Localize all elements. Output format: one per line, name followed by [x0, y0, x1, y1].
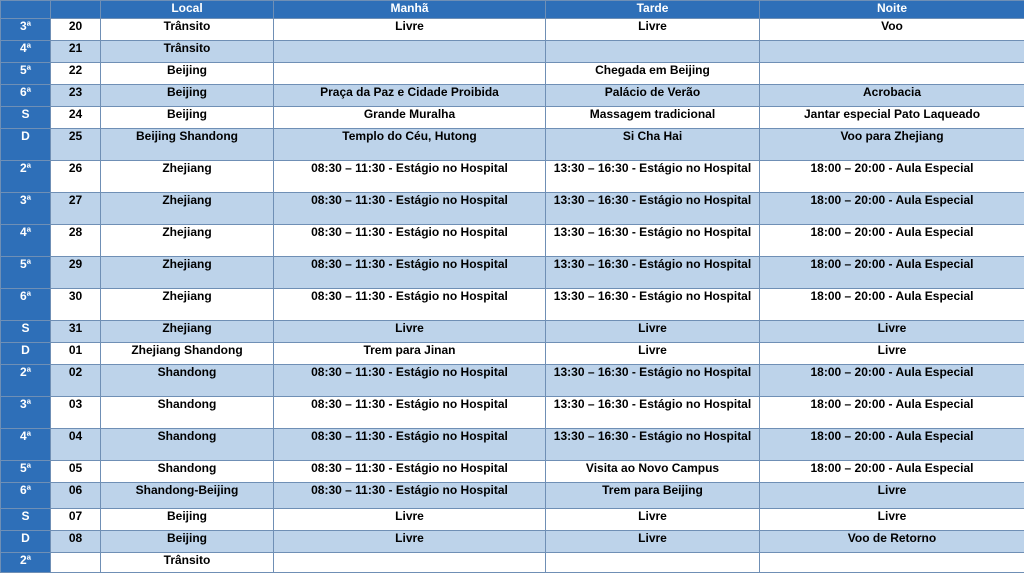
table-row	[1, 509, 1024, 531]
cell-day: 27	[51, 193, 101, 225]
cell-tarde: Si Cha Hai	[546, 129, 760, 161]
cell-tarde: Livre	[546, 343, 760, 365]
cell-weekday: 3ª	[1, 193, 51, 225]
cell-noite: 18:00 – 20:00 - Aula Especial	[760, 461, 1024, 483]
cell-day: 05	[51, 461, 101, 483]
cell-noite: 18:00 – 20:00 - Aula Especial	[760, 161, 1024, 193]
cell-local: Zhejiang	[101, 257, 274, 289]
cell-noite: Livre	[760, 343, 1024, 365]
cell-noite	[760, 41, 1024, 63]
cell-tarde: Livre	[546, 531, 760, 553]
header-noite: Noite	[760, 1, 1024, 19]
cell-local: Zhejiang	[101, 193, 274, 225]
cell-local: Zhejiang Shandong	[101, 343, 274, 365]
cell-manha: Grande Muralha	[274, 107, 546, 129]
header-tarde: Tarde	[546, 1, 760, 19]
cell-tarde: Visita ao Novo Campus	[546, 461, 760, 483]
header-day	[51, 1, 101, 19]
cell-noite: 18:00 – 20:00 - Aula Especial	[760, 429, 1024, 461]
cell-manha: 08:30 – 11:30 - Estágio no Hospital	[274, 225, 546, 257]
cell-local: Beijing	[101, 107, 274, 129]
cell-tarde: 13:30 – 16:30 - Estágio no Hospital	[546, 193, 760, 225]
cell-local: Beijing	[101, 509, 274, 531]
cell-manha: Livre	[274, 19, 546, 41]
cell-day: 06	[51, 483, 101, 509]
cell-weekday: S	[1, 509, 51, 531]
table-row	[1, 41, 1024, 63]
cell-manha: 08:30 – 11:30 - Estágio no Hospital	[274, 461, 546, 483]
table-row	[1, 289, 1024, 321]
cell-noite	[760, 553, 1024, 573]
header-local: Local	[101, 1, 274, 19]
cell-weekday: 4ª	[1, 225, 51, 257]
table-row	[1, 193, 1024, 225]
table-row	[1, 397, 1024, 429]
cell-tarde	[546, 41, 760, 63]
cell-day: 31	[51, 321, 101, 343]
cell-weekday: S	[1, 107, 51, 129]
cell-manha: 08:30 – 11:30 - Estágio no Hospital	[274, 365, 546, 397]
cell-manha: 08:30 – 11:30 - Estágio no Hospital	[274, 193, 546, 225]
cell-tarde: 13:30 – 16:30 - Estágio no Hospital	[546, 257, 760, 289]
cell-day: 20	[51, 19, 101, 41]
cell-noite: 18:00 – 20:00 - Aula Especial	[760, 257, 1024, 289]
cell-noite: Livre	[760, 321, 1024, 343]
cell-noite: Voo de Retorno	[760, 531, 1024, 553]
table-row	[1, 161, 1024, 193]
cell-day: 01	[51, 343, 101, 365]
cell-local: Trânsito	[101, 553, 274, 573]
cell-noite: Voo para Zhejiang	[760, 129, 1024, 161]
cell-weekday: 6ª	[1, 85, 51, 107]
cell-day: 25	[51, 129, 101, 161]
cell-manha: Templo do Céu, Hutong	[274, 129, 546, 161]
header-manha: Manhã	[274, 1, 546, 19]
cell-local: Shandong	[101, 397, 274, 429]
cell-tarde: Livre	[546, 509, 760, 531]
cell-local: Zhejiang	[101, 289, 274, 321]
table-row	[1, 107, 1024, 129]
cell-manha	[274, 553, 546, 573]
cell-noite: 18:00 – 20:00 - Aula Especial	[760, 193, 1024, 225]
cell-manha: 08:30 – 11:30 - Estágio no Hospital	[274, 257, 546, 289]
cell-day: 29	[51, 257, 101, 289]
cell-tarde: Livre	[546, 19, 760, 41]
cell-weekday: 2ª	[1, 365, 51, 397]
table-row	[1, 321, 1024, 343]
cell-weekday: 3ª	[1, 397, 51, 429]
cell-weekday: D	[1, 531, 51, 553]
cell-noite: Jantar especial Pato Laqueado	[760, 107, 1024, 129]
cell-manha: Livre	[274, 509, 546, 531]
cell-local: Zhejiang	[101, 321, 274, 343]
cell-weekday: 5ª	[1, 461, 51, 483]
cell-day: 26	[51, 161, 101, 193]
table-row	[1, 553, 1024, 573]
cell-tarde	[546, 553, 760, 573]
cell-noite: Livre	[760, 509, 1024, 531]
cell-local: Shandong	[101, 461, 274, 483]
table-row	[1, 429, 1024, 461]
cell-day	[51, 553, 101, 573]
cell-local: Shandong-Beijing	[101, 483, 274, 509]
cell-day: 04	[51, 429, 101, 461]
cell-day: 21	[51, 41, 101, 63]
cell-local: Trânsito	[101, 41, 274, 63]
cell-noite: 18:00 – 20:00 - Aula Especial	[760, 225, 1024, 257]
table-row	[1, 531, 1024, 553]
cell-weekday: 2ª	[1, 553, 51, 573]
cell-weekday: S	[1, 321, 51, 343]
table-row	[1, 19, 1024, 41]
header-row	[1, 1, 1024, 19]
cell-noite: 18:00 – 20:00 - Aula Especial	[760, 365, 1024, 397]
table-row	[1, 483, 1024, 509]
table-row	[1, 365, 1024, 397]
cell-tarde: Livre	[546, 321, 760, 343]
cell-noite: Acrobacia	[760, 85, 1024, 107]
cell-manha: 08:30 – 11:30 - Estágio no Hospital	[274, 483, 546, 509]
cell-weekday: 2ª	[1, 161, 51, 193]
cell-local: Zhejiang	[101, 225, 274, 257]
cell-tarde: Trem para Beijing	[546, 483, 760, 509]
cell-noite: 18:00 – 20:00 - Aula Especial	[760, 289, 1024, 321]
header-weekday	[1, 1, 51, 19]
cell-manha: Livre	[274, 321, 546, 343]
cell-day: 30	[51, 289, 101, 321]
table-row	[1, 257, 1024, 289]
cell-noite: 18:00 – 20:00 - Aula Especial	[760, 397, 1024, 429]
cell-local: Shandong	[101, 429, 274, 461]
cell-weekday: 4ª	[1, 41, 51, 63]
cell-noite: Livre	[760, 483, 1024, 509]
cell-tarde: 13:30 – 16:30 - Estágio no Hospital	[546, 397, 760, 429]
cell-manha: 08:30 – 11:30 - Estágio no Hospital	[274, 161, 546, 193]
cell-tarde: Palácio de Verão	[546, 85, 760, 107]
cell-tarde: 13:30 – 16:30 - Estágio no Hospital	[546, 161, 760, 193]
table-row	[1, 343, 1024, 365]
table-row	[1, 85, 1024, 107]
cell-noite	[760, 63, 1024, 85]
cell-day: 24	[51, 107, 101, 129]
cell-day: 22	[51, 63, 101, 85]
table-row	[1, 63, 1024, 85]
cell-day: 02	[51, 365, 101, 397]
cell-weekday: 6ª	[1, 483, 51, 509]
cell-manha	[274, 41, 546, 63]
cell-manha: 08:30 – 11:30 - Estágio no Hospital	[274, 397, 546, 429]
cell-tarde: 13:30 – 16:30 - Estágio no Hospital	[546, 289, 760, 321]
cell-weekday: 4ª	[1, 429, 51, 461]
cell-day: 08	[51, 531, 101, 553]
cell-local: Zhejiang	[101, 161, 274, 193]
cell-tarde: 13:30 – 16:30 - Estágio no Hospital	[546, 225, 760, 257]
cell-local: Trânsito	[101, 19, 274, 41]
cell-weekday: D	[1, 129, 51, 161]
cell-local: Shandong	[101, 365, 274, 397]
cell-local: Beijing	[101, 531, 274, 553]
cell-manha: 08:30 – 11:30 - Estágio no Hospital	[274, 289, 546, 321]
cell-day: 23	[51, 85, 101, 107]
cell-tarde: 13:30 – 16:30 - Estágio no Hospital	[546, 365, 760, 397]
cell-day: 07	[51, 509, 101, 531]
cell-manha: 08:30 – 11:30 - Estágio no Hospital	[274, 429, 546, 461]
cell-manha: Livre	[274, 531, 546, 553]
cell-weekday: 5ª	[1, 63, 51, 85]
cell-manha: Praça da Paz e Cidade Proibida	[274, 85, 546, 107]
cell-weekday: 6ª	[1, 289, 51, 321]
cell-tarde: Massagem tradicional	[546, 107, 760, 129]
cell-tarde: Chegada em Beijing	[546, 63, 760, 85]
table-row	[1, 129, 1024, 161]
cell-day: 28	[51, 225, 101, 257]
table-row	[1, 225, 1024, 257]
cell-local: Beijing Shandong	[101, 129, 274, 161]
cell-day: 03	[51, 397, 101, 429]
cell-tarde: 13:30 – 16:30 - Estágio no Hospital	[546, 429, 760, 461]
cell-noite: Voo	[760, 19, 1024, 41]
cell-weekday: 5ª	[1, 257, 51, 289]
cell-manha	[274, 63, 546, 85]
cell-weekday: D	[1, 343, 51, 365]
table-row	[1, 461, 1024, 483]
cell-local: Beijing	[101, 85, 274, 107]
cell-weekday: 3ª	[1, 19, 51, 41]
cell-manha: Trem para Jinan	[274, 343, 546, 365]
cell-local: Beijing	[101, 63, 274, 85]
